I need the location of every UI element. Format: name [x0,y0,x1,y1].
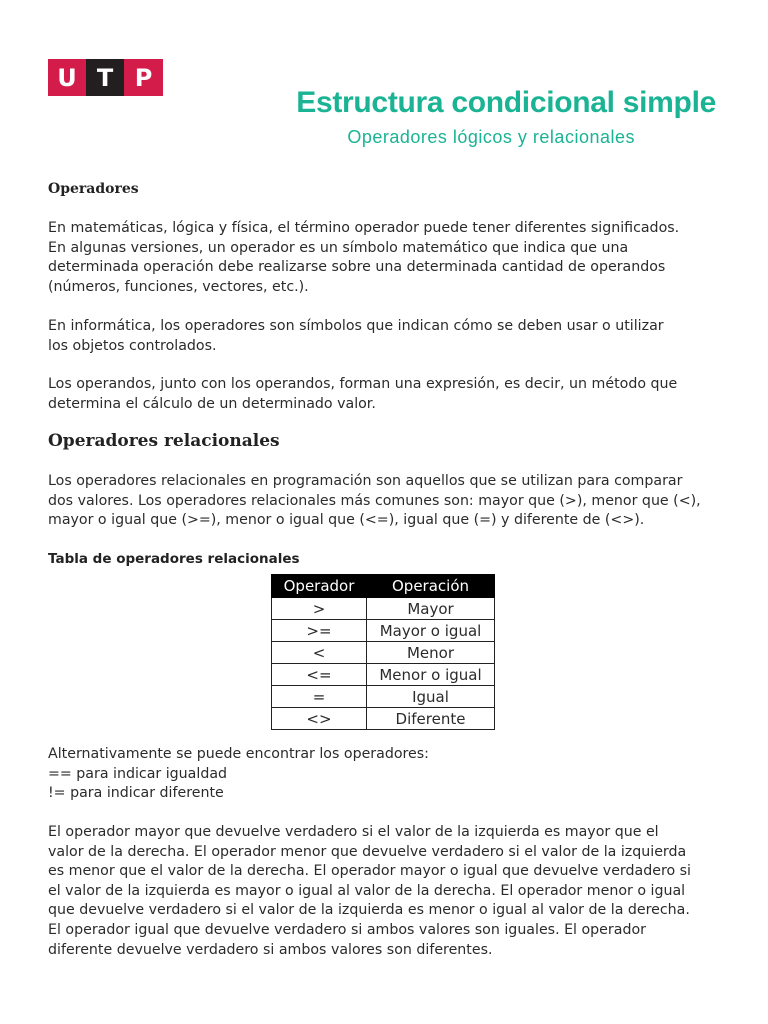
text-line: es menor que el valor de la derecha. El operador mayor o igual que devuelve verdadero si [48,863,691,880]
text-line: (números, funciones, vectores, etc.). [48,278,309,295]
table-row [272,598,495,620]
text-line: el valor de la izquierda es mayor o igual al valor de la derecha. El operador menor o igual [48,882,686,899]
cell-operation: Diferente [367,708,495,730]
table-header-row [272,575,495,598]
cell-operator: < [272,642,367,664]
column-header-operacion: Operación [367,575,495,598]
text-line: los objetos controlados. [48,337,217,354]
text-line: El operador mayor que devuelve verdadero si el valor de la izquierda es mayor que el [48,824,659,840]
paragraph-relacionales [48,472,728,531]
text-line: En informática, los operadores son símbolos que indican cómo se deben usar o utilizar [48,318,664,334]
operators-table [271,574,495,730]
cell-operation: Menor o igual [367,664,495,686]
paragraph-explicacion [48,823,728,960]
cell-operator: > [272,598,367,620]
paragraph-operandos [48,375,728,414]
text-line: mayor o igual que (>=), menor o igual que (<=), igual que (=) y diferente de (<>). [48,512,645,529]
text-line: que devuelve verdadero si el valor de la izquierda es menor o igual al valor de la derecha. [48,902,690,919]
paragraph-definicion [48,219,728,297]
section-heading-relacionales: Operadores relacionales [48,431,280,451]
cell-operation: Menor [367,642,495,664]
cell-operator: >= [272,620,367,642]
text-line: determina el cálculo de un determinado valor. [48,395,376,412]
column-header-operador: Operador [272,575,367,598]
paragraph-alternativas [48,745,728,804]
table-caption: Tabla de operadores relacionales [48,551,300,567]
text-line: Alternativamente se puede encontrar los operadores: [48,746,429,762]
cell-operation: Mayor [367,598,495,620]
cell-operator: = [272,686,367,708]
table-row [272,664,495,686]
section-heading-operadores: Operadores [48,181,139,197]
text-line: Los operandos, junto con los operandos, forman una expresión, es decir, un método que [48,376,678,392]
logo-letter-t: T [86,59,124,96]
table-row [272,620,495,642]
text-line: En matemáticas, lógica y física, el término operador puede tener diferentes significados. [48,220,680,236]
table-row [272,686,495,708]
text-line: == para indicar igualdad [48,765,228,782]
text-line: != para indicar diferente [48,785,224,802]
text-line: En algunas versiones, un operador es un símbolo matemático que indica que una [48,239,629,256]
logo-letter-p: P [124,59,163,96]
cell-operation: Mayor o igual [367,620,495,642]
table-row [272,642,495,664]
text-line: valor de la derecha. El operador menor que devuelve verdadero si el valor de la izquierda [48,843,687,860]
text-line: dos valores. Los operadores relacionales más comunes son: mayor que (>), menor que (<), [48,492,701,509]
text-line: Los operadores relacionales en programación son aquellos que se utilizan para comparar [48,473,683,489]
cell-operator: <= [272,664,367,686]
paragraph-informatica [48,317,728,356]
text-line: El operador igual que devuelve verdadero si ambos valores son iguales. El operador [48,921,646,938]
text-line: diferente devuelve verdadero si ambos valores son diferentes. [48,941,493,958]
page-title: Estructura condicional simple [296,86,716,119]
text-line: determinada operación debe realizarse sobre una determinada cantidad de operandos [48,259,666,276]
cell-operator: <> [272,708,367,730]
logo-letter-u: U [48,59,86,96]
cell-operation: Igual [367,686,495,708]
table-row [272,708,495,730]
page-subtitle: Operadores lógicos y relacionales [347,127,635,147]
